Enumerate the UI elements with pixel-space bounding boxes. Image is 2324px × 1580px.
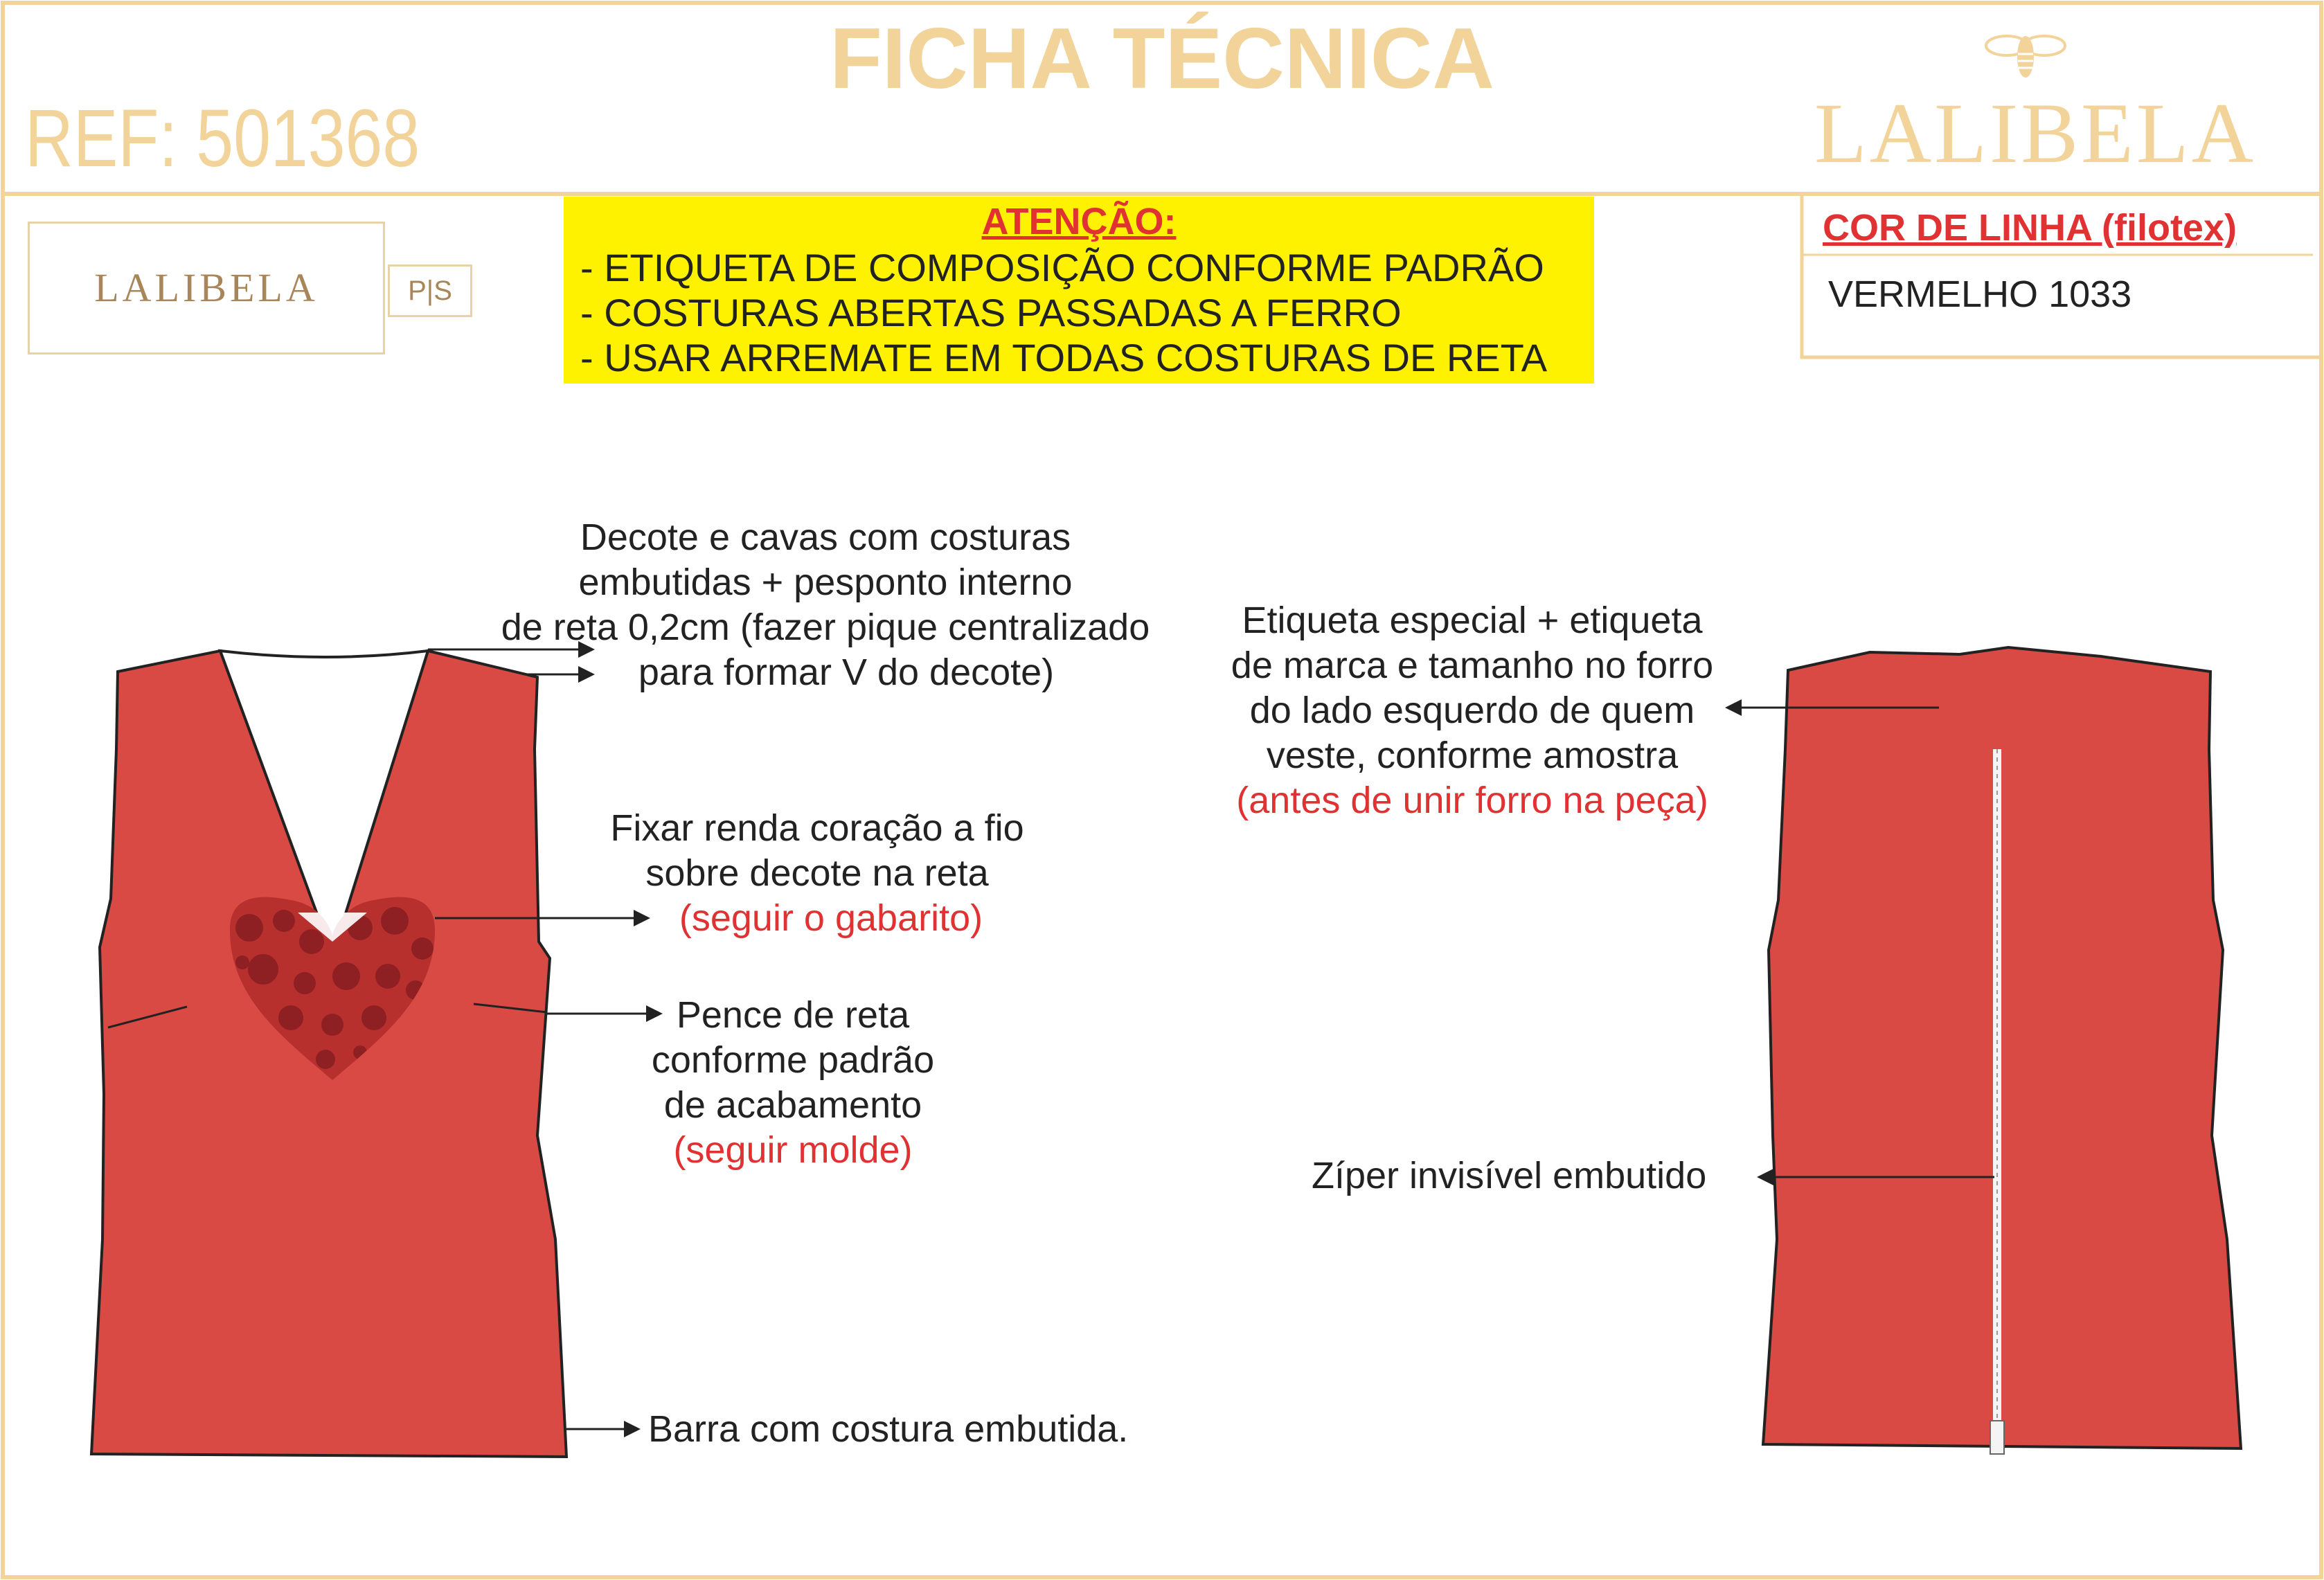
note-line: de reta 0,2cm (fazer pique centralizado <box>501 607 1150 648</box>
attention-title: ATENÇÃO: <box>981 201 1177 242</box>
attention-item: - ETIQUETA DE COMPOSIÇÃO CONFORME PADRÃO <box>580 246 1544 289</box>
attention-item: - COSTURAS ABERTAS PASSADAS A FERRO <box>580 291 1402 334</box>
note-line: do lado esquerdo de quem <box>1249 690 1695 731</box>
note-line: de acabamento <box>663 1084 922 1126</box>
note-line: veste, conforme amostra <box>1266 735 1679 776</box>
note-line: (antes de unir forro na peça) <box>1236 780 1708 821</box>
note-line: sobre decote na reta <box>645 852 989 894</box>
label-brand-text: LALIBELA <box>94 265 319 310</box>
size-tag: P|S <box>388 264 472 317</box>
label-placement-note <box>1202 598 1742 823</box>
note-line: para formar V do decote) <box>638 652 1055 693</box>
thread-color-title: COR DE LINHA (filotex) <box>1823 207 2237 249</box>
note-line: Decote e cavas com costuras <box>580 517 1071 558</box>
reference-number: REF: 501368 <box>25 93 420 184</box>
page-title: FICHA TÉCNICA <box>830 11 1494 107</box>
note-line: (seguir o gabarito) <box>679 897 983 939</box>
back-bodice <box>1763 647 2241 1448</box>
dart-note <box>589 993 997 1173</box>
note-line: conforme padrão <box>651 1039 935 1081</box>
heart-lace-note <box>540 806 1094 941</box>
hem-note: Barra com costura embutida. <box>648 1408 1129 1450</box>
note-line: embutidas + pesponto interno <box>578 562 1073 603</box>
note-line: Pence de reta <box>676 994 910 1036</box>
note-line: (seguir molde) <box>673 1129 913 1171</box>
thread-color-value: VERMELHO 1033 <box>1828 273 2132 315</box>
note-line: Etiqueta especial + etiqueta <box>1242 600 1703 641</box>
brand-logo: LALIBELA <box>1814 86 2257 181</box>
zipper-note: Zíper invisível embutido <box>1312 1155 1707 1196</box>
note-line: de marca e tamanho no forro <box>1231 645 1714 686</box>
attention-item: - USAR ARREMATE EM TODAS COSTURAS DE RETA <box>580 336 1548 379</box>
neckline-note <box>474 515 1177 695</box>
note-line: Fixar renda coração a fio <box>610 807 1024 849</box>
